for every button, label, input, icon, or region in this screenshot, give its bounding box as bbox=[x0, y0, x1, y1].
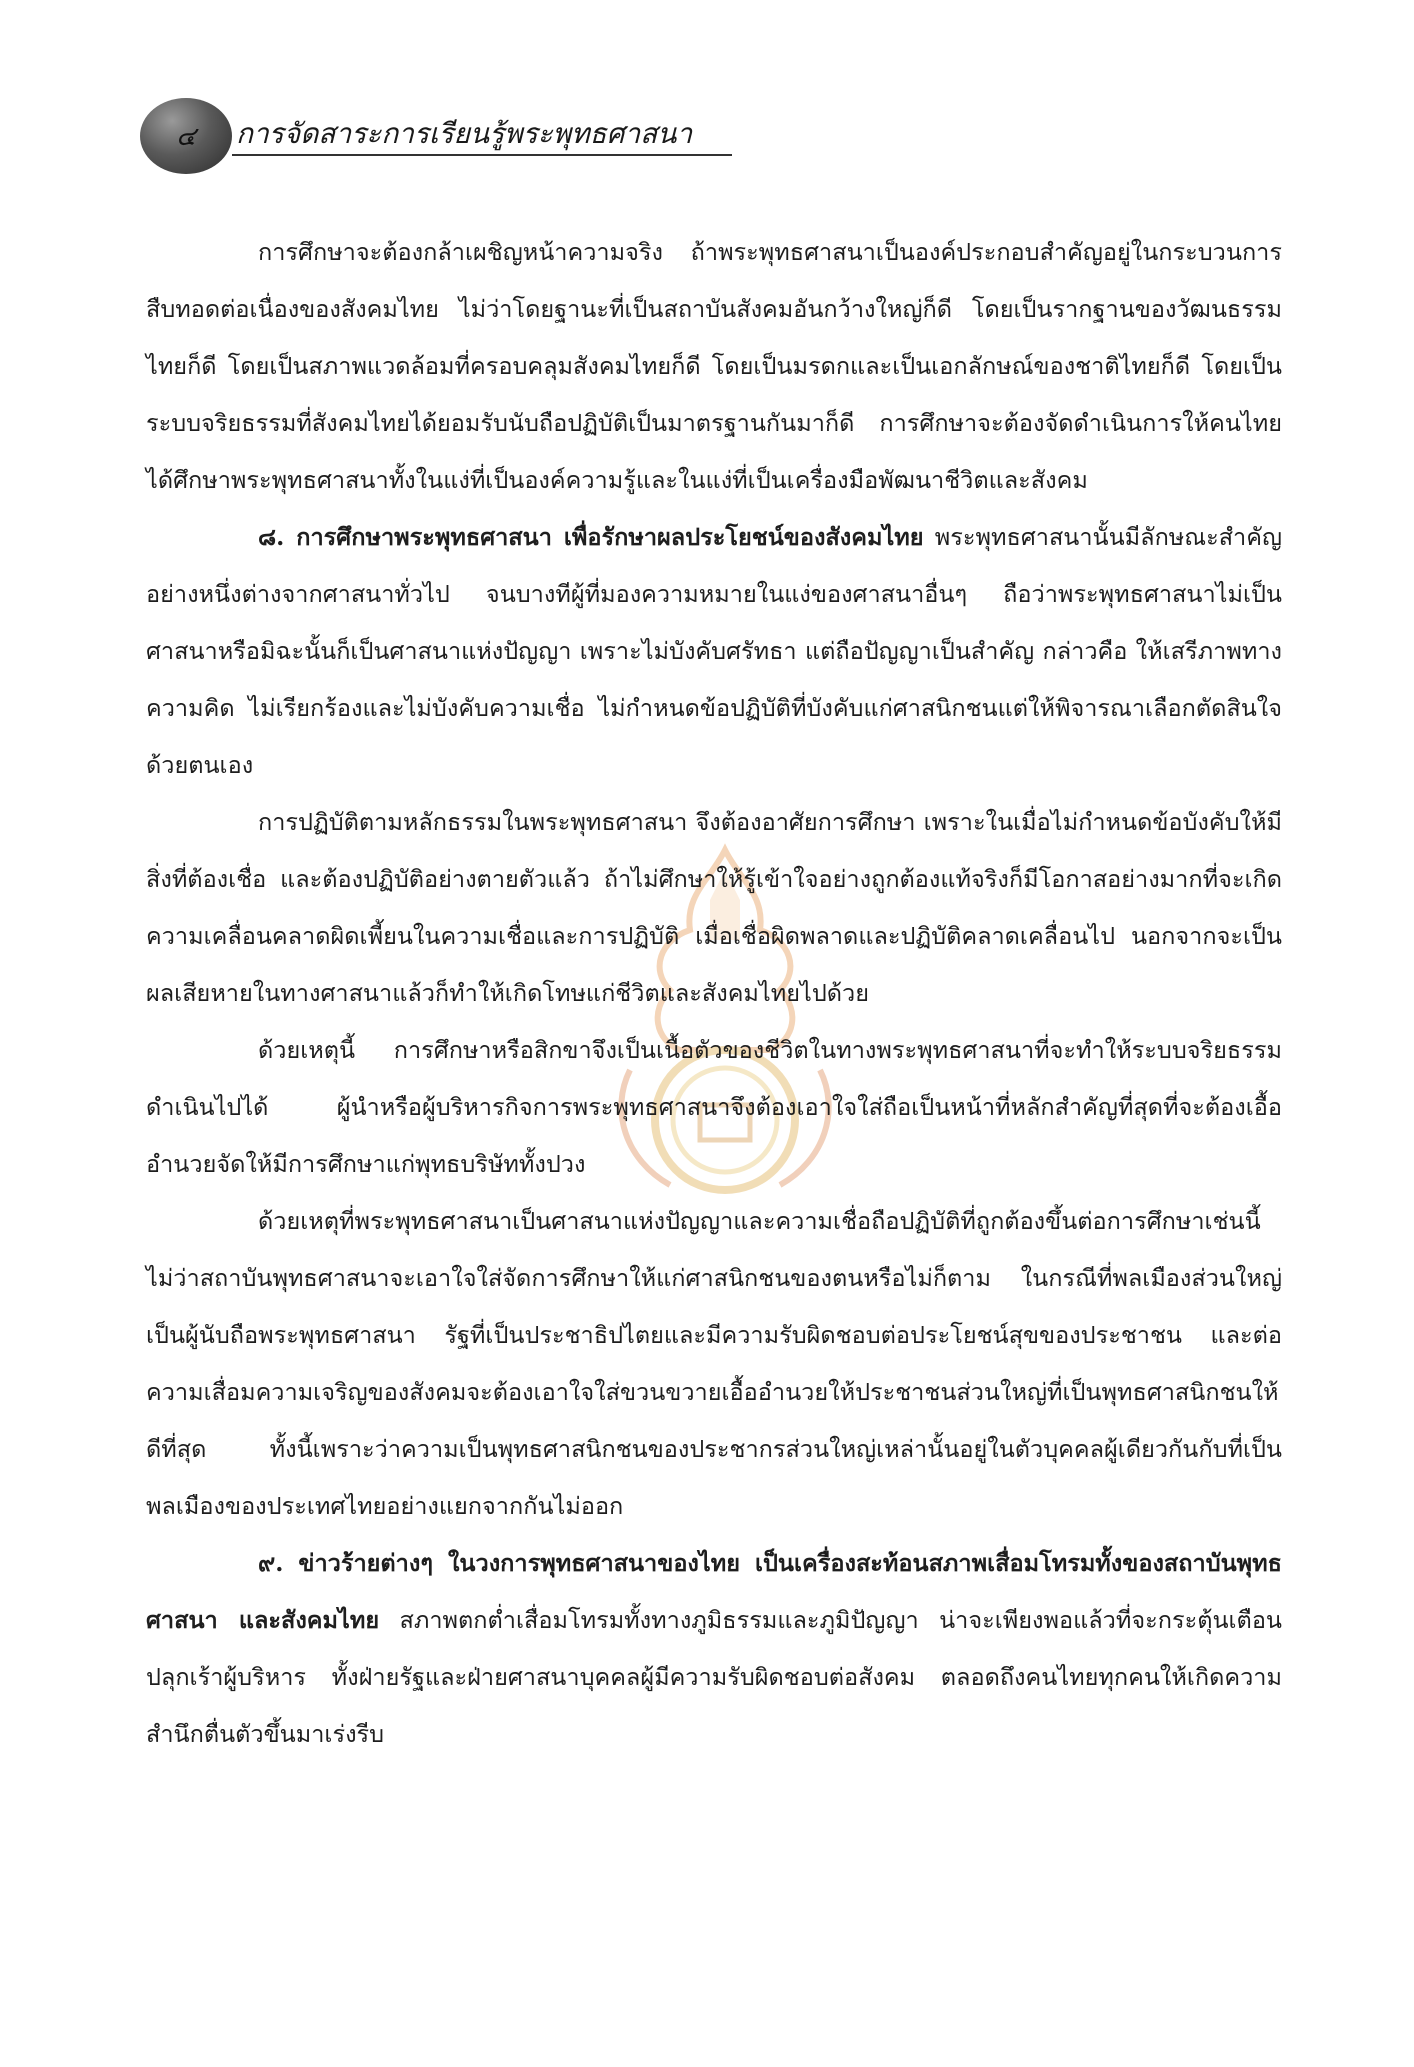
paragraph-text: ด้วยเหตุนี้ การศึกษาหรือสิกขาจึงเป็นเนื้อตัวของชีวิตในทางพระพุทธศาสนาที่จะทำให้ระบบจริยธรรมดำเนินไปได้ ผู้นำหรือผู้บริหารกิจการพระพุทธศาสนาจึงต้องเอาใจใส่ถือเป็นหน้าที่หลักสำคัญที่สุดที่จะต้องเอื้ออำนวยจัดให้มีการศึกษาแก่พุทธบริษัททั้งปวง bbox=[146, 1036, 1282, 1178]
paragraph bbox=[146, 1193, 1282, 1535]
section-heading: ๘. การศึกษาพระพุทธศาสนา เพื่อรักษาผลประโยชน์ของสังคมไทย bbox=[258, 523, 924, 551]
body-text bbox=[146, 224, 1282, 1763]
header-rule bbox=[232, 154, 732, 156]
paragraph bbox=[146, 509, 1282, 794]
paragraph-text: การศึกษาจะต้องกล้าเผชิญหน้าความจริง ถ้าพระพุทธศาสนาเป็นองค์ประกอบสำคัญอยู่ในกระบวนการสืบทอดต่อเนื่องของสังคมไทย ไม่ว่าโดยฐานะที่เป็นสถาบันสังคมอันกว้างใหญ่ก็ดี โดยเป็นรากฐานของวัฒนธรรมไทยก็ดี โดยเป็นสภาพแวดล้อมที่ครอบคลุมสังคมไทยก็ดี โดยเป็นมรดกและเป็นเอกลักษณ์ของชาติไทยก็ดี โดยเป็นระบบจริยธรรมที่สังคมไทยได้ยอมรับนับถือปฏิบัติเป็นมาตรฐานกันมาก็ดี การศึกษาจะต้องจัดดำเนินการให้คนไทยได้ศึกษาพระพุทธศาสนาทั้งในแง่ที่เป็นองค์ความรู้และในแง่ที่เป็นเครื่องมือพัฒนาชีวิตและสังคม bbox=[146, 238, 1282, 494]
paragraph bbox=[146, 1022, 1282, 1193]
paragraph bbox=[146, 1535, 1282, 1763]
paragraph bbox=[146, 794, 1282, 1022]
paragraph-text: สภาพตกต่ำเสื่อมโทรมทั้งทางภูมิธรรมและภูมิปัญญา น่าจะเพียงพอแล้วที่จะกระตุ้นเตือนปลุกเร้าผู้บริหาร ทั้งฝ่ายรัฐและฝ่ายศาสนาบุคคลผู้มีความรับผิดชอบต่อสังคม ตลอดถึงคนไทยทุกคนให้เกิดความสำนึกตื่นตัวขึ้นมาเร่งรีบ bbox=[146, 1606, 1282, 1748]
page-header bbox=[140, 98, 693, 178]
section-heading: ๙. ข่าวร้ายต่างๆ ในวงการพุทธศาสนาของไทย เป็นเครื่องสะท้อนสภาพเสื่อมโทรมทั้งของสถาบันพุทธศาสนา และสังคมไทย bbox=[146, 1549, 1282, 1634]
page-number-badge bbox=[140, 98, 232, 174]
paragraph-text: พระพุทธศาสนานั้นมีลักษณะสำคัญอย่างหนึ่งต่างจากศาสนาทั่วไป จนบางทีผู้ที่มองความหมายในแง่ของศาสนาอื่นๆ ถือว่าพระพุทธศาสนาไม่เป็นศาสนาหรือมิฉะนั้นก็เป็นศาสนาแห่งปัญญา เพราะไม่บังคับศรัทธา แต่ถือปัญญาเป็นสำคัญ กล่าวคือ ให้เสรีภาพทางความคิด ไม่เรียกร้องและไม่บังคับความเชื่อ ไม่กำหนดข้อปฏิบัติที่บังคับแก่ศาสนิกชนแต่ให้พิจารณาเลือกตัดสินใจด้วยตนเอง bbox=[146, 523, 1282, 779]
running-title: การจัดสาระการเรียนรู้พระพุทธศาสนา bbox=[236, 117, 693, 150]
paragraph-text: ด้วยเหตุที่พระพุทธศาสนาเป็นศาสนาแห่งปัญญาและความเชื่อถือปฏิบัติที่ถูกต้องขึ้นต่อการศึกษาเช่นนี้ ไม่ว่าสถาบันพุทธศาสนาจะเอาใจใส่จัดการศึกษาให้แก่ศาสนิกชนของตนหรือไม่ก็ตาม ในกรณีที่พลเมืองส่วนใหญ่เป็นผู้นับถือพระพุทธศาสนา รัฐที่เป็นประชาธิปไตยและมีความรับผิดชอบต่อประโยชน์สุขของประชาชน และต่อความเสื่อมความเจริญของสังคมจะต้องเอาใจใส่ขวนขวายเอื้ออำนวยให้ประชาชนส่วนใหญ่ที่เป็นพุทธศาสนิกชนให้ดีที่สุด ทั้งนี้เพราะว่าความเป็นพุทธศาสนิกชนของประชากรส่วนใหญ่เหล่านั้นอยู่ในตัวบุคคลผู้เดียวกันกับที่เป็นพลเมืองของประเทศไทยอย่างแยกจากกันไม่ออก bbox=[146, 1207, 1282, 1520]
page-number: ๔ bbox=[176, 121, 196, 152]
paragraph bbox=[146, 224, 1282, 509]
paragraph-text: การปฏิบัติตามหลักธรรมในพระพุทธศาสนา จึงต้องอาศัยการศึกษา เพราะในเมื่อไม่กำหนดข้อบังคับให้มีสิ่งที่ต้องเชื่อ และต้องปฏิบัติอย่างตายตัวแล้ว ถ้าไม่ศึกษาให้รู้เข้าใจอย่างถูกต้องแท้จริงก็มีโอกาสอย่างมากที่จะเกิดความเคลื่อนคลาดผิดเพี้ยนในความเชื่อและการปฏิบัติ เมื่อเชื่อผิดพลาดและปฏิบัติคลาดเคลื่อนไป นอกจากจะเป็นผลเสียหายในทางศาสนาแล้วก็ทำให้เกิดโทษแก่ชีวิตและสังคมไทยไปด้วย bbox=[146, 808, 1282, 1007]
